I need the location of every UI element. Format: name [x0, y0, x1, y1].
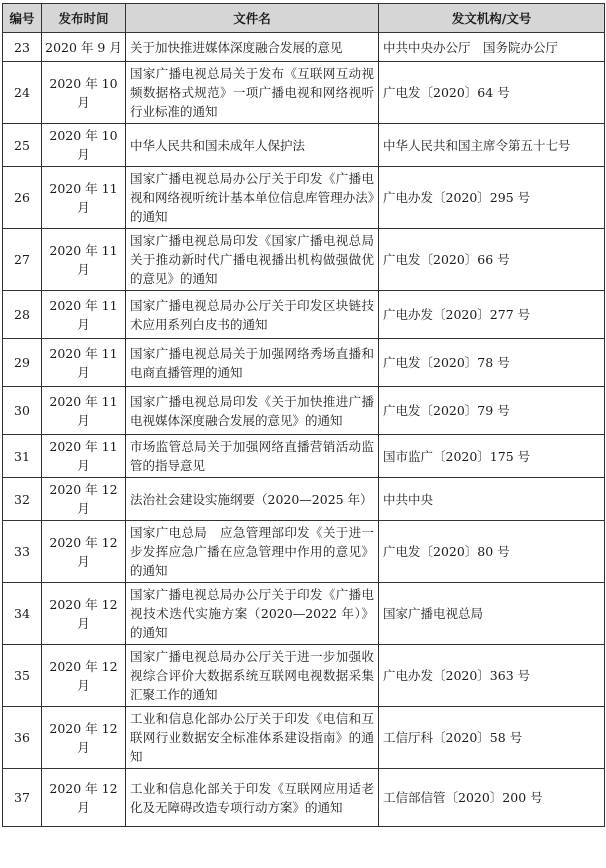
table-header-row [3, 4, 605, 33]
table-body [3, 33, 605, 827]
row-date: 2020 年 10 月 [42, 62, 126, 124]
row-number: 23 [3, 33, 42, 62]
row-number: 26 [3, 167, 42, 229]
row-date: 2020 年 11 月 [42, 387, 126, 435]
row-issuer: 工信部信管〔2020〕200 号 [379, 769, 605, 827]
table-row [3, 478, 605, 521]
row-title: 工业和信息化部办公厅关于印发《电信和互联网行业数据安全标准体系建设指南》的通知 [126, 707, 379, 769]
row-issuer: 中华人民共和国主席令第五十七号 [379, 124, 605, 167]
table-row [3, 124, 605, 167]
row-issuer: 广电发〔2020〕79 号 [379, 387, 605, 435]
row-title: 国家广播电视总局办公厅关于进一步加强收视综合评价大数据系统互联网电视数据采集汇聚工作的通知 [126, 645, 379, 707]
row-issuer: 广电办发〔2020〕277 号 [379, 291, 605, 339]
header-date: 发布时间 [42, 4, 126, 33]
table-row [3, 291, 605, 339]
row-issuer: 中共中央办公厅 国务院办公厅 [379, 33, 605, 62]
row-issuer: 广电发〔2020〕78 号 [379, 339, 605, 387]
row-number: 29 [3, 339, 42, 387]
row-issuer: 中共中央 [379, 478, 605, 521]
row-title: 国家广播电视总局办公厅关于印发《广播电视技术迭代实施方案（2020—2022 年）》的通知 [126, 583, 379, 645]
header-issuer: 发文机构/文号 [379, 4, 605, 33]
row-date: 2020 年 11 月 [42, 339, 126, 387]
row-number: 27 [3, 229, 42, 291]
row-title: 工业和信息化部关于印发《互联网应用适老化及无障碍改造专项行动方案》的通知 [126, 769, 379, 827]
row-title: 国家广播电视总局印发《关于加快推进广播电视媒体深度融合发展的意见》的通知 [126, 387, 379, 435]
table-row [3, 167, 605, 229]
row-issuer: 广电办发〔2020〕295 号 [379, 167, 605, 229]
row-date: 2020 年 9 月 [42, 33, 126, 62]
row-issuer: 广电办发〔2020〕363 号 [379, 645, 605, 707]
table-header [3, 4, 605, 33]
table-row [3, 769, 605, 827]
row-number: 37 [3, 769, 42, 827]
row-date: 2020 年 12 月 [42, 769, 126, 827]
row-number: 34 [3, 583, 42, 645]
row-issuer: 国家广播电视总局 [379, 583, 605, 645]
row-date: 2020 年 11 月 [42, 229, 126, 291]
row-number: 30 [3, 387, 42, 435]
row-date: 2020 年 12 月 [42, 707, 126, 769]
row-title: 国家广电总局 应急管理部印发《关于进一步发挥应急广播在应急管理中作用的意见》的通知 [126, 521, 379, 583]
row-issuer: 广电发〔2020〕80 号 [379, 521, 605, 583]
table-row [3, 62, 605, 124]
row-date: 2020 年 12 月 [42, 478, 126, 521]
table-row [3, 645, 605, 707]
table-row [3, 707, 605, 769]
policy-document-table [2, 3, 605, 827]
row-number: 33 [3, 521, 42, 583]
row-number: 25 [3, 124, 42, 167]
row-date: 2020 年 11 月 [42, 291, 126, 339]
row-date: 2020 年 11 月 [42, 435, 126, 478]
row-title: 法治社会建设实施纲要（2020—2025 年） [126, 478, 379, 521]
row-number: 32 [3, 478, 42, 521]
table-row [3, 33, 605, 62]
table-row [3, 583, 605, 645]
table-row [3, 387, 605, 435]
row-title: 中华人民共和国未成年人保护法 [126, 124, 379, 167]
row-title: 国家广播电视总局印发《国家广播电视总局关于推动新时代广播电视播出机构做强做优的意见》的通知 [126, 229, 379, 291]
row-issuer: 广电发〔2020〕66 号 [379, 229, 605, 291]
table-row [3, 339, 605, 387]
row-number: 28 [3, 291, 42, 339]
row-issuer: 工信厅科〔2020〕58 号 [379, 707, 605, 769]
header-title: 文件名 [126, 4, 379, 33]
row-number: 24 [3, 62, 42, 124]
row-date: 2020 年 12 月 [42, 645, 126, 707]
row-title: 关于加快推进媒体深度融合发展的意见 [126, 33, 379, 62]
row-issuer: 广电发〔2020〕64 号 [379, 62, 605, 124]
table-row [3, 435, 605, 478]
row-number: 31 [3, 435, 42, 478]
row-date: 2020 年 12 月 [42, 583, 126, 645]
row-title: 国家广播电视总局关于加强网络秀场直播和电商直播管理的通知 [126, 339, 379, 387]
table-row [3, 229, 605, 291]
row-date: 2020 年 11 月 [42, 167, 126, 229]
row-number: 36 [3, 707, 42, 769]
header-number: 编号 [3, 4, 42, 33]
row-title: 国家广播电视总局办公厅关于印发区块链技术应用系列白皮书的通知 [126, 291, 379, 339]
row-date: 2020 年 12 月 [42, 521, 126, 583]
row-date: 2020 年 10 月 [42, 124, 126, 167]
row-number: 35 [3, 645, 42, 707]
row-title: 国家广播电视总局办公厅关于印发《广播电视和网络视听统计基本单位信息库管理办法》的通知 [126, 167, 379, 229]
row-title: 国家广播电视总局关于发布《互联网互动视频数据格式规范》一项广播电视和网络视听行业标准的通知 [126, 62, 379, 124]
row-issuer: 国市监广〔2020〕175 号 [379, 435, 605, 478]
table-row [3, 521, 605, 583]
row-title: 市场监管总局关于加强网络直播营销活动监管的指导意见 [126, 435, 379, 478]
